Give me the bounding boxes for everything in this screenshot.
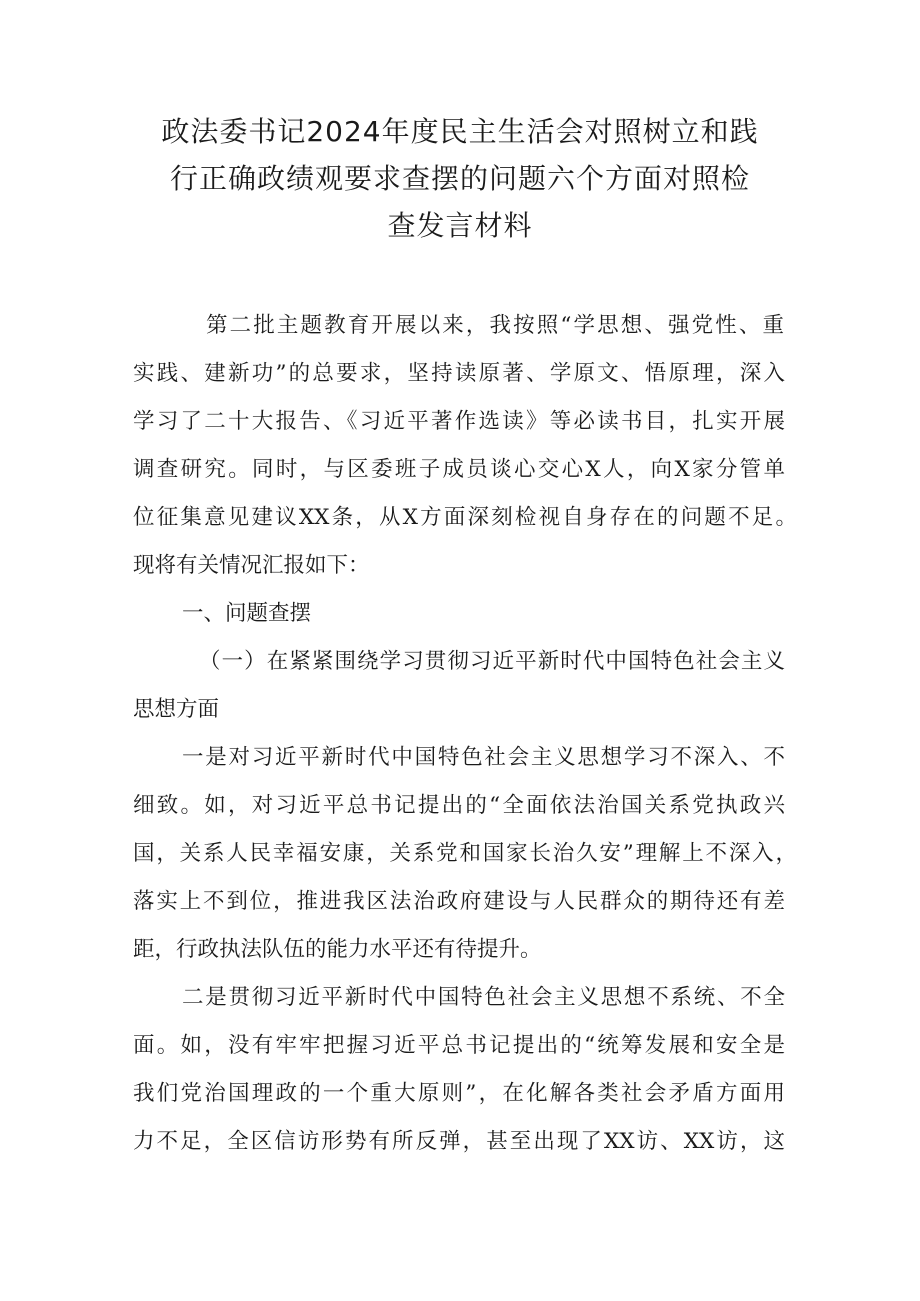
body-line-13: 面。如，没有牢牢把握习近平总书记提出的“统筹发展和安全是 xyxy=(133,1033,785,1058)
body-line-11: 距，行政执法队伍的能力水平还有待提升。 xyxy=(133,937,542,962)
section-heading-1: 一、问题查摆 xyxy=(182,601,312,626)
subsection-heading-1a: （一）在紧紧围绕学习贯彻习近平新时代中国特色社会主义 xyxy=(199,649,785,674)
title-line-3: 查发言材料 xyxy=(387,209,533,242)
body-line-1: 第二批主题教育开展以来，我按照“学思想、强党性、重 xyxy=(206,313,784,338)
title-line-2: 行正确政绩观要求查摆的问题六个方面对照检 xyxy=(169,162,750,195)
body-line-3: 学习了二十大报告、《习近平著作选读》等必读书目，扎实开展 xyxy=(133,409,785,434)
body-line-5: 位征集意见建议XX条，从X方面深刻检视自身存在的问题不足。 xyxy=(133,505,797,530)
title-line-1: 政法委书记2024年度民主生活会对照树立和践 xyxy=(161,115,759,148)
document-title xyxy=(120,108,800,249)
body-line-12: 二是贯彻习近平新时代中国特色社会主义思想不系统、不全 xyxy=(182,985,785,1010)
body-line-8: 细致。如，对习近平总书记提出的“全面依法治国关系党执政兴 xyxy=(133,793,785,818)
body-line-4: 调查研究。同时，与区委班子成员谈心交心X人，向X家分管单 xyxy=(133,457,785,482)
body-line-15: 力不足，全区信访形势有所反弹，甚至出现了XX访、XX访，这 xyxy=(133,1129,785,1154)
body-line-6: 现将有关情况汇报如下： xyxy=(133,553,370,578)
subsection-heading-1b: 思想方面 xyxy=(133,697,220,722)
body-line-2: 实践、建新功”的总要求，坚持读原著、学原文、悟原理，深入 xyxy=(133,361,785,386)
body-line-10: 落实上不到位，推进我区法治政府建设与人民群众的期待还有差 xyxy=(133,889,785,914)
body-line-9: 国，关系人民幸福安康，关系党和国家长治久安”理解上不深入， xyxy=(133,841,797,866)
body-line-7: 一是对习近平新时代中国特色社会主义思想学习不深入、不 xyxy=(182,745,785,770)
body-line-14: 我们党治国理政的一个重大原则”，在化解各类社会矛盾方面用 xyxy=(133,1081,785,1106)
